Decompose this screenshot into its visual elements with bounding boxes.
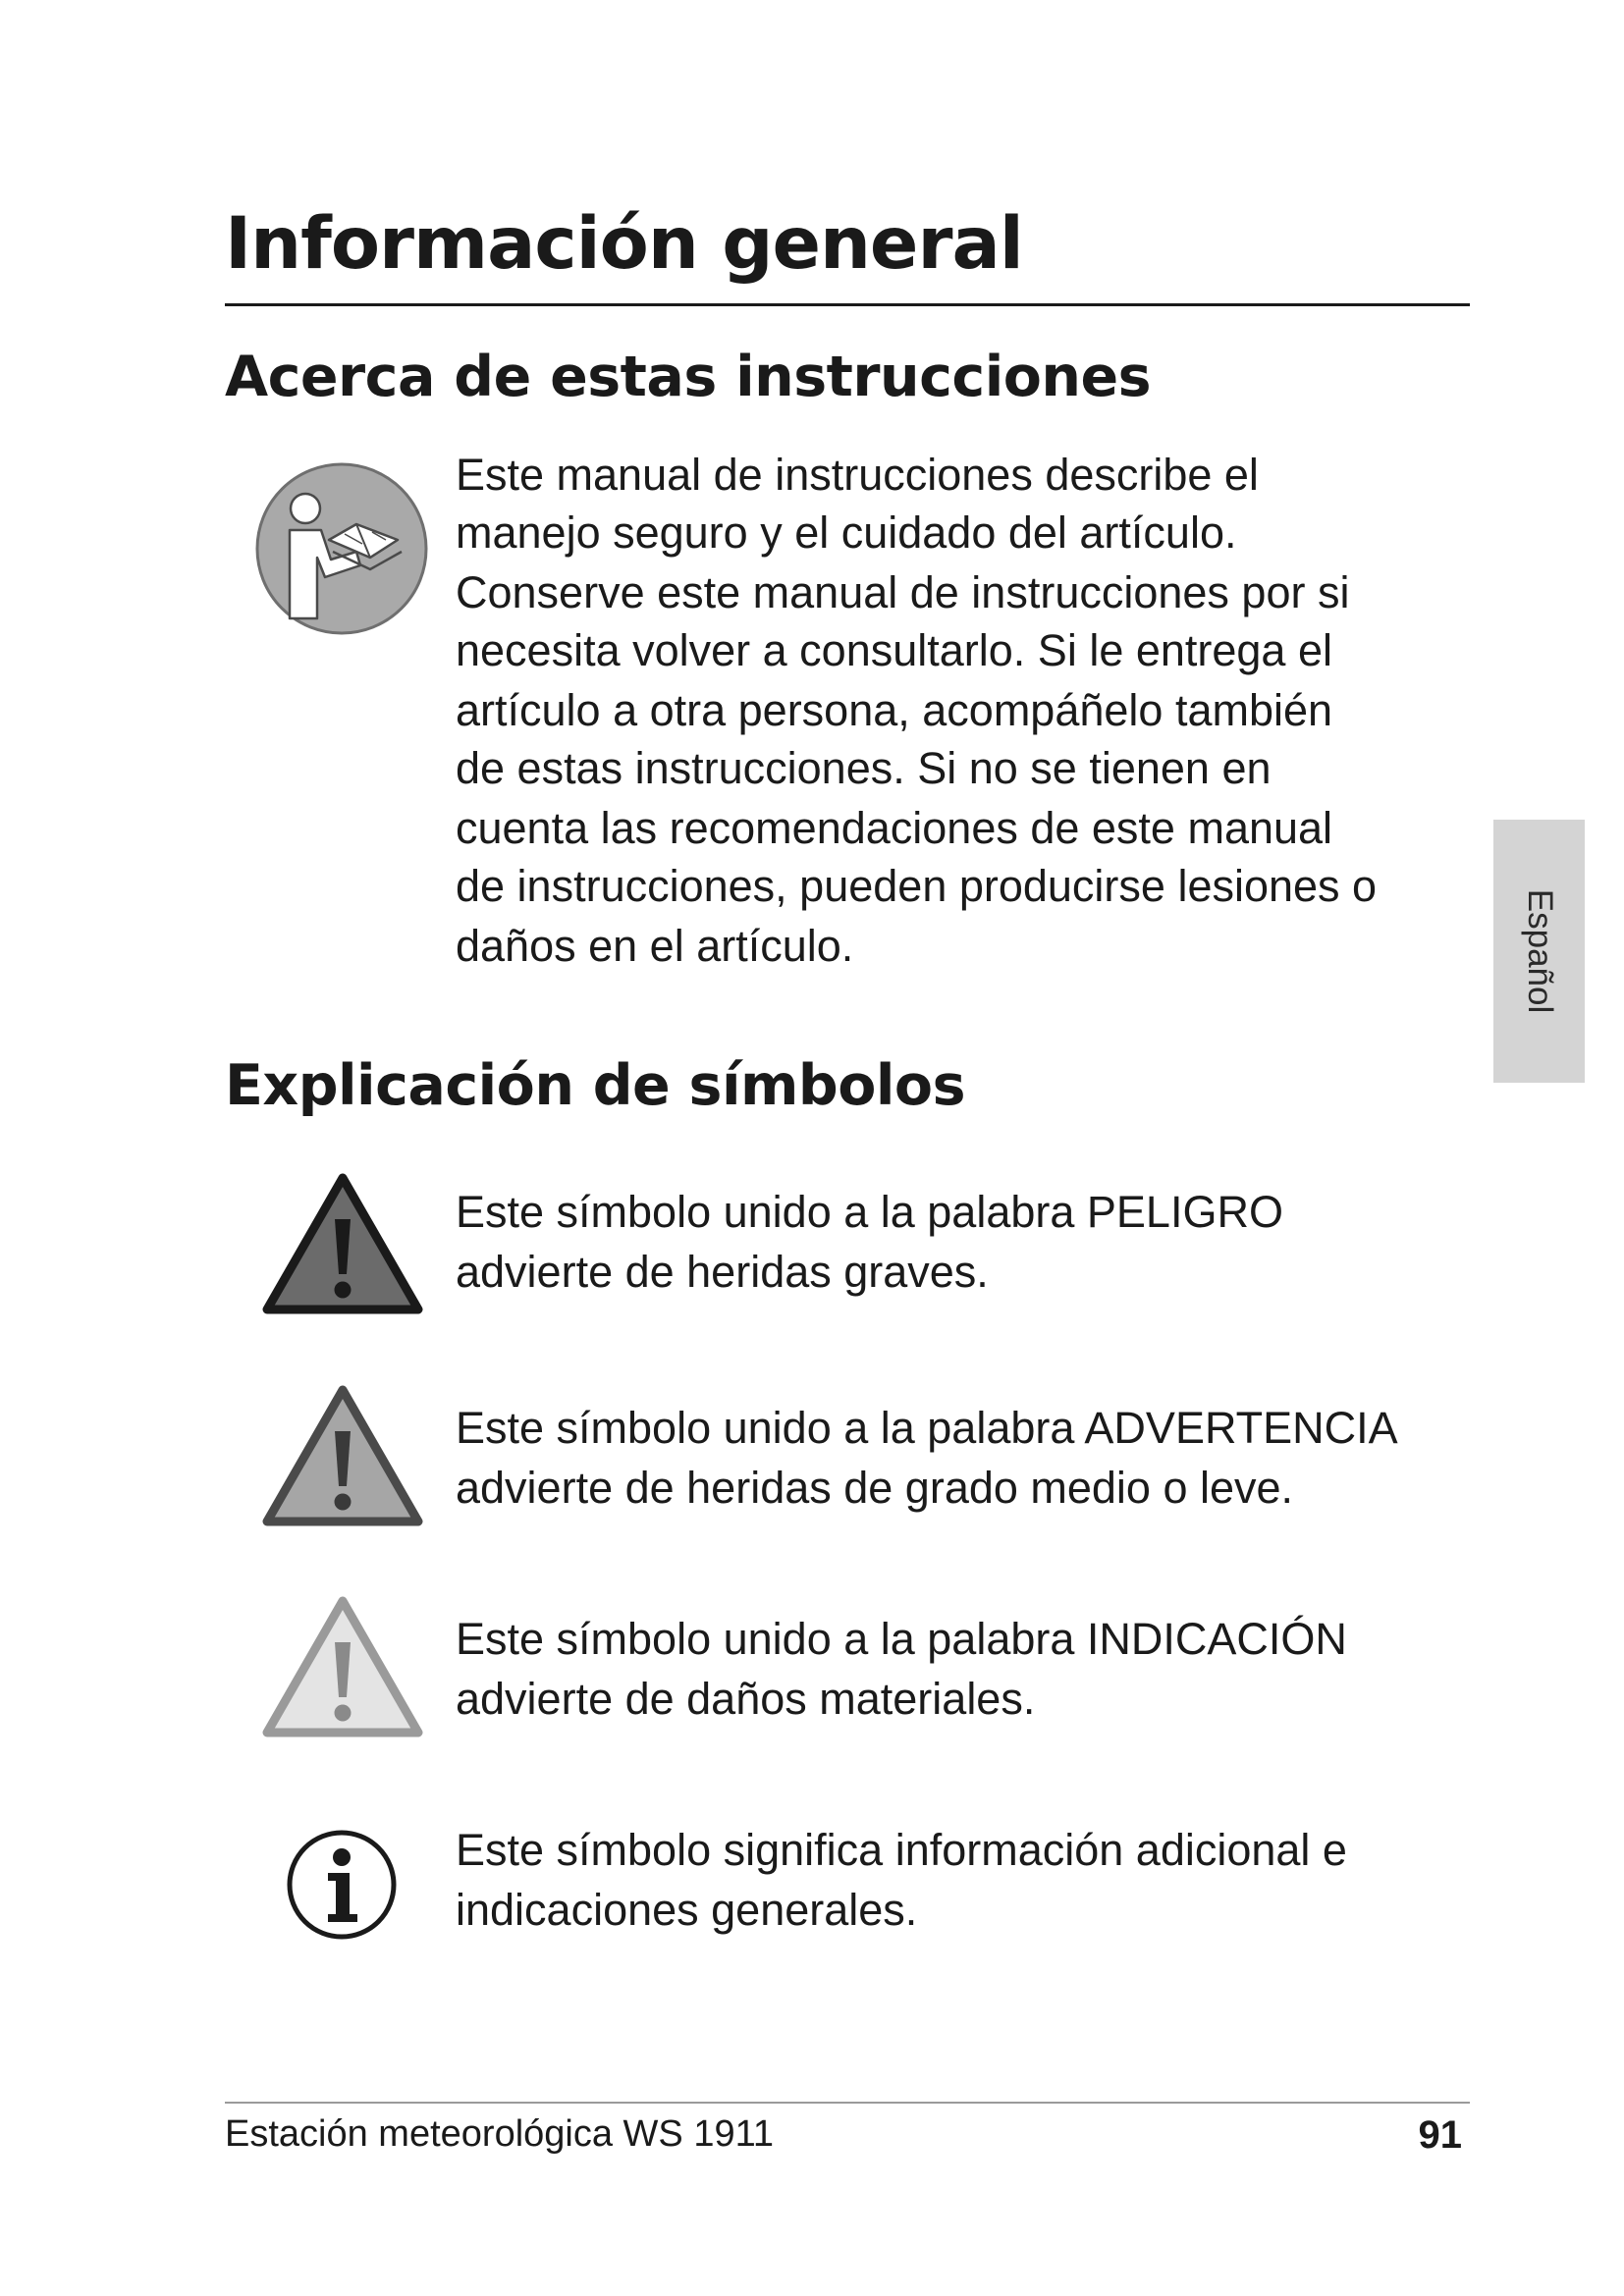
footer-product-name: Estación meteorológica WS 1911 bbox=[225, 2113, 775, 2155]
warning-icon bbox=[261, 1384, 424, 1531]
about-line: cuenta las recomendaciones de este manual bbox=[456, 803, 1333, 853]
about-line: Conserve este manual de instrucciones por si bbox=[456, 567, 1350, 617]
page-title: Información general bbox=[225, 202, 1023, 286]
footer-divider bbox=[225, 2102, 1470, 2104]
symbol-description: Este símbolo unido a la palabra ADVERTENCIA bbox=[456, 1403, 1398, 1453]
danger-warning-icon bbox=[261, 1172, 424, 1319]
title-divider bbox=[225, 303, 1470, 306]
about-line: de instrucciones, pueden producirse lesiones o bbox=[456, 861, 1378, 911]
symbol-description: Este símbolo unido a la palabra INDICACIÓN bbox=[456, 1614, 1347, 1664]
symbols-heading: Explicación de símbolos bbox=[225, 1053, 965, 1118]
page-number: 91 bbox=[1418, 2113, 1462, 2157]
symbol-description: Este símbolo unido a la palabra PELIGRO bbox=[456, 1187, 1283, 1237]
about-line: artículo a otra persona, acompáñelo también bbox=[456, 685, 1333, 735]
symbol-description: advierte de daños materiales. bbox=[456, 1674, 1036, 1724]
language-tab-label: Español bbox=[1520, 888, 1559, 1014]
symbol-description: indicaciones generales. bbox=[456, 1885, 918, 1935]
symbol-description: Este símbolo significa información adicional e bbox=[456, 1825, 1347, 1875]
symbol-description: advierte de heridas de grado medio o leve. bbox=[456, 1463, 1294, 1513]
about-line: manejo seguro y el cuidado del artículo. bbox=[456, 507, 1237, 558]
about-heading: Acerca de estas instrucciones bbox=[225, 345, 1152, 409]
symbol-description: advierte de heridas graves. bbox=[456, 1247, 989, 1297]
info-icon bbox=[285, 1828, 399, 1946]
about-line: Este manual de instrucciones describe el bbox=[456, 450, 1259, 500]
about-line: de estas instrucciones. Si no se tienen en bbox=[456, 743, 1272, 793]
notice-icon bbox=[261, 1595, 424, 1742]
read-manual-icon bbox=[254, 461, 429, 640]
about-line: necesita volver a consultarlo. Si le entrega el bbox=[456, 625, 1332, 675]
language-tab bbox=[1493, 820, 1585, 1083]
about-line: daños en el artículo. bbox=[456, 921, 854, 971]
